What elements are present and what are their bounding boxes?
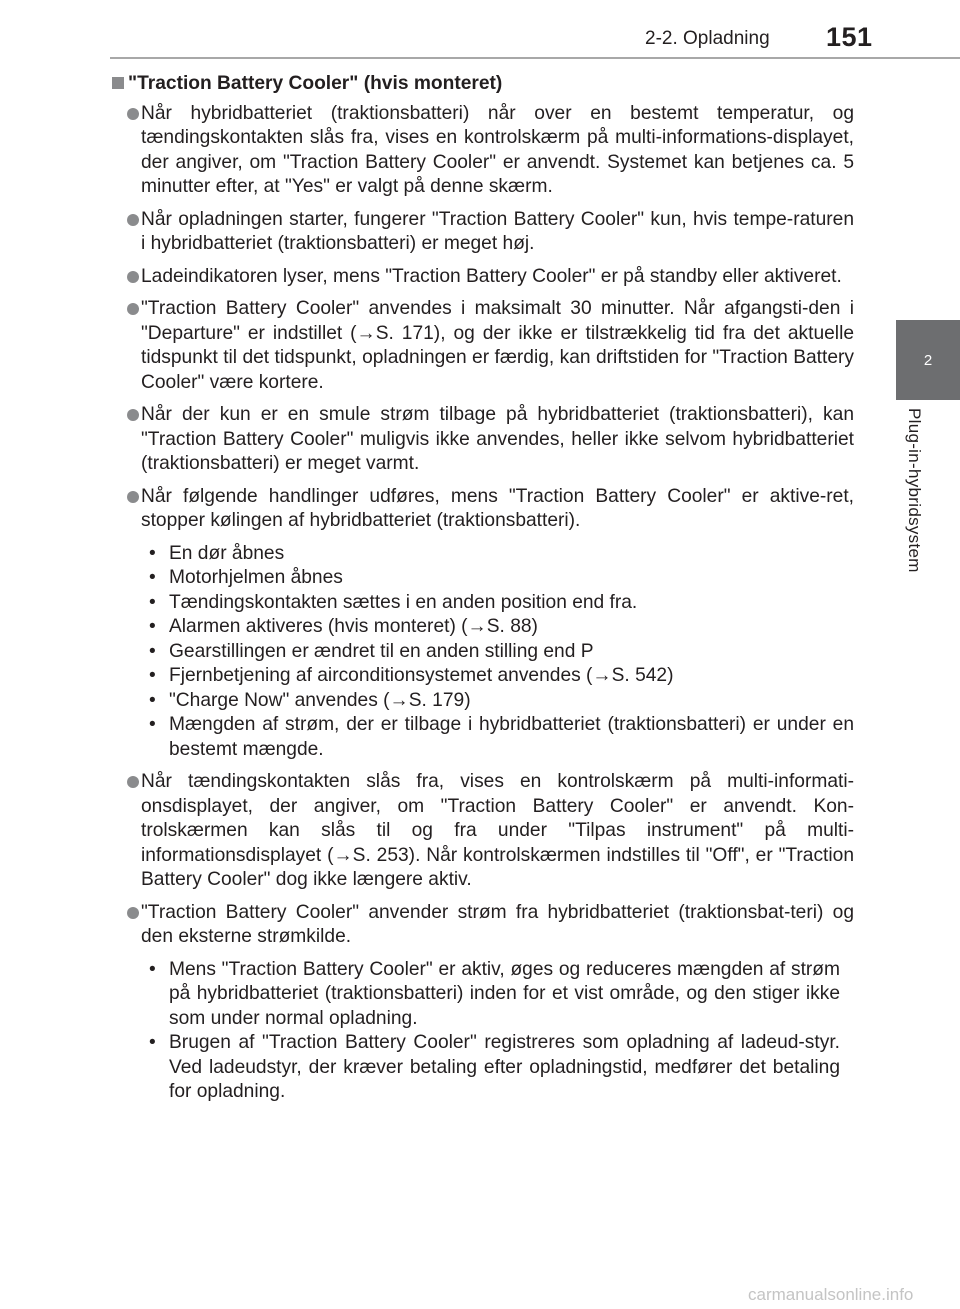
bullet-dot-icon: • [149,1032,156,1053]
section-title: 2-2. Opladning [645,28,770,49]
list-item [112,640,854,665]
header-rule [110,57,960,59]
bullet-dot-icon: • [149,714,156,735]
list-item-text: Mængden af strøm, der er tilbage i hybridbatteriet (traktionsbatteri) er under en bestemt mængde. [169,714,854,760]
chapter-title: Plug-in-hybridsystem [905,408,924,573]
list-item-text: Motorhjelmen åbnes [169,567,343,588]
info-item [112,297,854,395]
square-bullet-icon [112,77,124,89]
chapter-number: 2 [923,351,933,369]
stop-conditions-list [112,542,854,763]
info-item-text: Når følgende handlinger udføres, mens "Traction Battery Cooler" er aktive-ret, stopper kølingen af hybridbatteriet (traktionsbatteri). [141,485,854,531]
round-bullet-icon [127,776,139,788]
round-bullet-icon [127,303,139,315]
list-item-text: Mens "Traction Battery Cooler" er aktiv, øges og reduceres mængden af strøm på hybridbatteriet (traktionsbatteri) inden for et vist område, og den stiger ikke som under normal opladning. [169,958,840,1029]
bullet-dot-icon: • [149,665,156,686]
info-item [112,102,854,200]
bullet-dot-icon: • [149,689,156,711]
list-item [112,664,854,689]
info-item [112,770,854,893]
info-item [112,208,854,257]
power-notes-list [112,958,854,1105]
list-item [112,566,854,591]
list-item-text: Alarmen aktiveres (hvis monteret) (→S. 88) [169,616,538,637]
round-bullet-icon [127,409,139,421]
page-number: 151 [826,22,873,52]
round-bullet-icon [127,108,139,120]
info-item [112,265,854,290]
bullet-dot-icon: • [149,640,156,662]
list-item [112,591,854,616]
list-item-text: Tændingskontakten sættes i en anden position end fra. [169,591,638,613]
info-item-text: Når tændingskontakten slås fra, vises en kontrolskærm på multi-informati-onsdisplayet, der angiver, om "Traction Battery Cooler" er anvendt. Kon-trolskærmen kan slås til og fra under "Tilpas instrument" på multi-informationsdisplayet (→S. 253). Når kontrolskærmen indstilles til "Off", er "Traction Battery Cooler" dog ikke længere aktiv. [141,771,854,890]
list-item [112,958,840,1032]
list-item [112,615,854,640]
info-item-text: "Traction Battery Cooler" anvendes i maksimalt 30 minutter. Når afgangsti-den i "Departure" er indstillet (→S. 171), og der ikke er tilstrækkelig tid fra det aktuelle tidspunkt til det tidspunkt, opladningen er færdig, kan driftstiden for "Traction Battery Cooler" være kortere. [141,298,854,393]
bullet-dot-icon: • [149,616,156,637]
section-heading-text: "Traction Battery Cooler" (hvis monteret) [128,73,503,94]
list-item-text: Brugen af "Traction Battery Cooler" registreres som opladning af ladeud-styr. Ved ladeudstyr, der kræver betaling efter opladningstid, medfører det betaling for opladning. [169,1032,840,1102]
list-item-text: "Charge Now" anvendes (→S. 179) [169,689,471,711]
chapter-tab [896,320,960,400]
info-item-text: Når der kun er en smule strøm tilbage på hybridbatteriet (traktionsbatteri), kan "Traction Battery Cooler" muligvis ikke anvendes, heller ikke selvom hybridbatteriet (traktionsbatteri) er meget varmt. [141,404,854,474]
list-item [112,1031,840,1105]
list-item [112,542,854,567]
list-item [112,689,854,714]
info-item [112,901,854,950]
round-bullet-icon [127,491,139,503]
list-item-text: En dør åbnes [169,542,285,564]
round-bullet-icon [127,271,139,283]
list-item-text: Fjernbetjening af airconditionsystemet anvendes (→S. 542) [169,665,674,686]
bullet-dot-icon: • [149,542,156,564]
list-item [112,713,854,762]
section-heading [112,72,854,97]
info-item-text: "Traction Battery Cooler" anvender strøm fra hybridbatteriet (traktionsbat-teri) og den eksterne strømkilde. [141,901,854,947]
info-item [112,403,854,477]
watermark: carmanualsonline.info [748,1285,914,1304]
info-item [112,485,854,534]
bullet-dot-icon: • [149,567,156,588]
round-bullet-icon [127,214,139,226]
page-content [112,72,854,1113]
info-item-text: Når opladningen starter, fungerer "Traction Battery Cooler" kun, hvis tempe-raturen i hybridbatteriet (traktionsbatteri) er meget høj. [141,208,854,254]
info-item-text: Når hybridbatteriet (traktionsbatteri) når over en bestemt temperatur, og tændingskontakten slås fra, vises en kontrolskærm på multi-informations-displayet, der angiver, om "Traction Battery Cooler" er anvendt. Systemet kan betjenes ca. 5 minutter efter, at "Yes" er valgt på denne skærm. [141,102,854,197]
bullet-dot-icon: • [149,958,156,980]
bullet-dot-icon: • [149,591,156,613]
list-item-text: Gearstillingen er ændret til en anden stilling end P [169,640,594,662]
info-item-text: Ladeindikatoren lyser, mens "Traction Battery Cooler" er på standby eller aktiveret. [141,265,842,287]
round-bullet-icon [127,907,139,919]
